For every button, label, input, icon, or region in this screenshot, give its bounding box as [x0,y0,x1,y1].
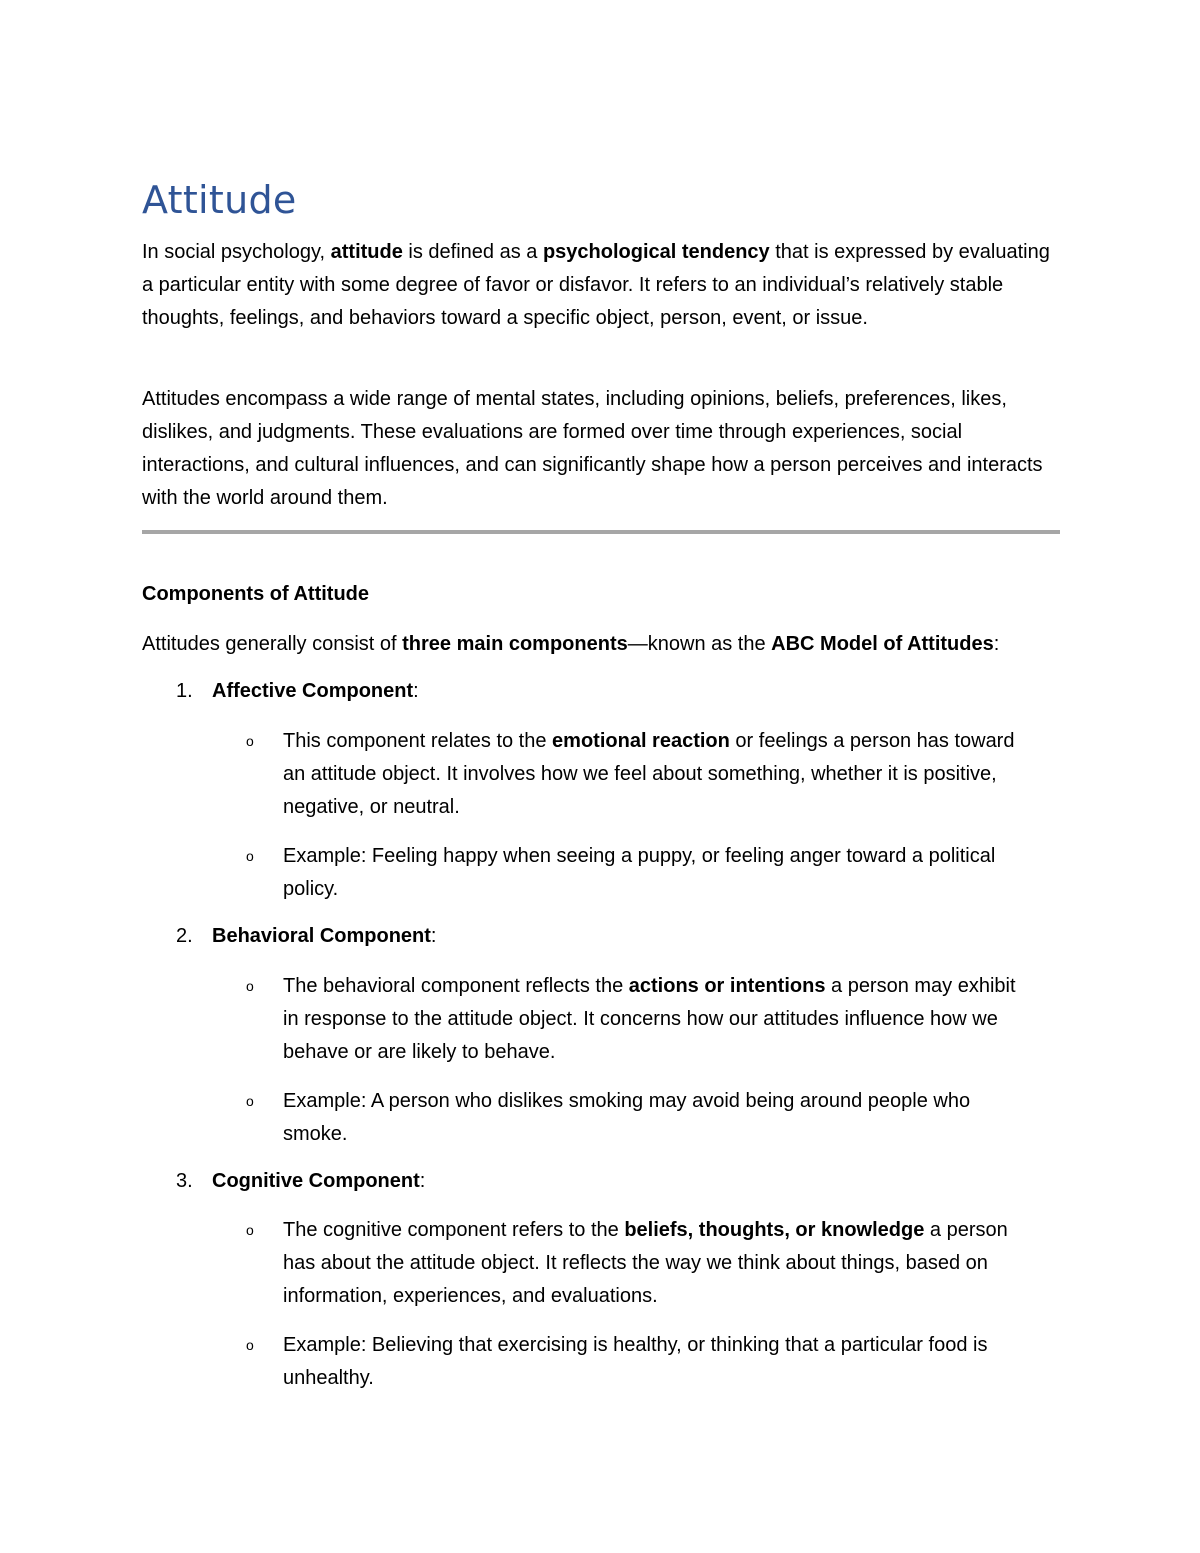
bold-term-attitude: attitude [330,241,403,263]
bullet-text-part: This component relates to the [283,730,553,752]
list-item-behavioral [176,920,436,953]
bullet-text: Example: A person who dislikes smoking may avoid being around people who smoke. [283,1090,971,1145]
paragraph-text: is defined as a [402,241,543,263]
paragraph-text: In social psychology, [142,241,331,263]
list-number: 2. [176,925,193,947]
list-item-heading: Behavioral Component [212,925,431,947]
list-item-cognitive [176,1165,425,1198]
list-item-colon: : [419,1170,426,1192]
list-number: 3. [176,1170,193,1192]
attitudes-paragraph: Attitudes encompass a wide range of mental states, including opinions, beliefs, preferences, likes, dislikes, and judgments. These evaluations are formed over time through experiences, social interactions, and cultural influences, and can significantly shape how a person perceives and interacts with the world around them. [142,388,1043,509]
bullet-text-part: The cognitive component refers to the [283,1219,625,1241]
bullet-text-part: or feelings a person has toward an attitude object. It involves how we feel about something, whether it is positive, negative, or neutral. [283,730,1015,818]
bold-term-emotional-reaction: emotional reaction [552,730,730,752]
bullet-text-part: The behavioral component reflects the [283,975,629,997]
bullet-marker: o [246,733,254,749]
paragraph-text: —known as the [627,633,772,655]
intro-paragraph [142,628,1062,661]
bullet-marker: o [246,978,254,994]
paragraph-text: that is expressed by evaluating a particular entity with some degree of favor or disfavor. It refers to an individual’s relatively stable thoughts, feelings, and behaviors toward a specific object, person, event, or issue. [142,241,1050,329]
bold-term-beliefs-thoughts-knowledge: beliefs, thoughts, or knowledge [624,1219,925,1241]
bullet-marker: o [246,1337,254,1353]
bullet-item [246,1214,1026,1313]
bold-term-three-main-components: three main components [402,633,628,655]
bullet-item [246,1329,1026,1395]
bullet-text [283,970,1026,1069]
list-item-colon: : [430,925,437,947]
bold-term-psychological-tendency: psychological tendency [542,241,770,263]
bullet-text: Example: Believing that exercising is healthy, or thinking that a particular food is unhealthy. [283,1334,988,1389]
paragraph-text: Attitudes generally consist of [142,633,403,655]
bullet-marker: o [246,1222,254,1238]
bullet-marker: o [246,848,254,864]
paragraph-text: : [993,633,1000,655]
list-item-heading: Affective Component [212,680,414,702]
list-item-heading: Cognitive Component [212,1170,420,1192]
horizontal-divider [142,530,1060,534]
bullet-text-part: a person has about the attitude object. It reflects the way we think about things, based on information, experiences, and evaluations. [283,1219,1008,1307]
list-item-affective [176,675,419,708]
bullet-item [246,840,1026,906]
bold-term-abc-model: ABC Model of Attitudes [771,633,994,655]
bullet-item [246,970,1026,1069]
bullet-marker: o [246,1093,254,1109]
bullet-text [283,1214,1026,1313]
bullet-text [283,725,1026,824]
bullet-item [246,725,1026,824]
document-title: Attitude [142,178,297,222]
section-heading: Components of Attitude [142,583,370,605]
list-number: 1. [176,680,193,702]
definition-paragraph [142,236,1062,335]
list-item-colon: : [413,680,419,702]
bullet-item [246,1085,1026,1151]
bold-term-actions-or-intentions: actions or intentions [628,975,826,997]
bullet-text: Example: Feeling happy when seeing a puppy, or feeling anger toward a political policy. [283,845,996,900]
bullet-text-part: a person may exhibit in response to the attitude object. It concerns how our attitudes influence how we behave or are likely to behave. [283,975,1016,1063]
